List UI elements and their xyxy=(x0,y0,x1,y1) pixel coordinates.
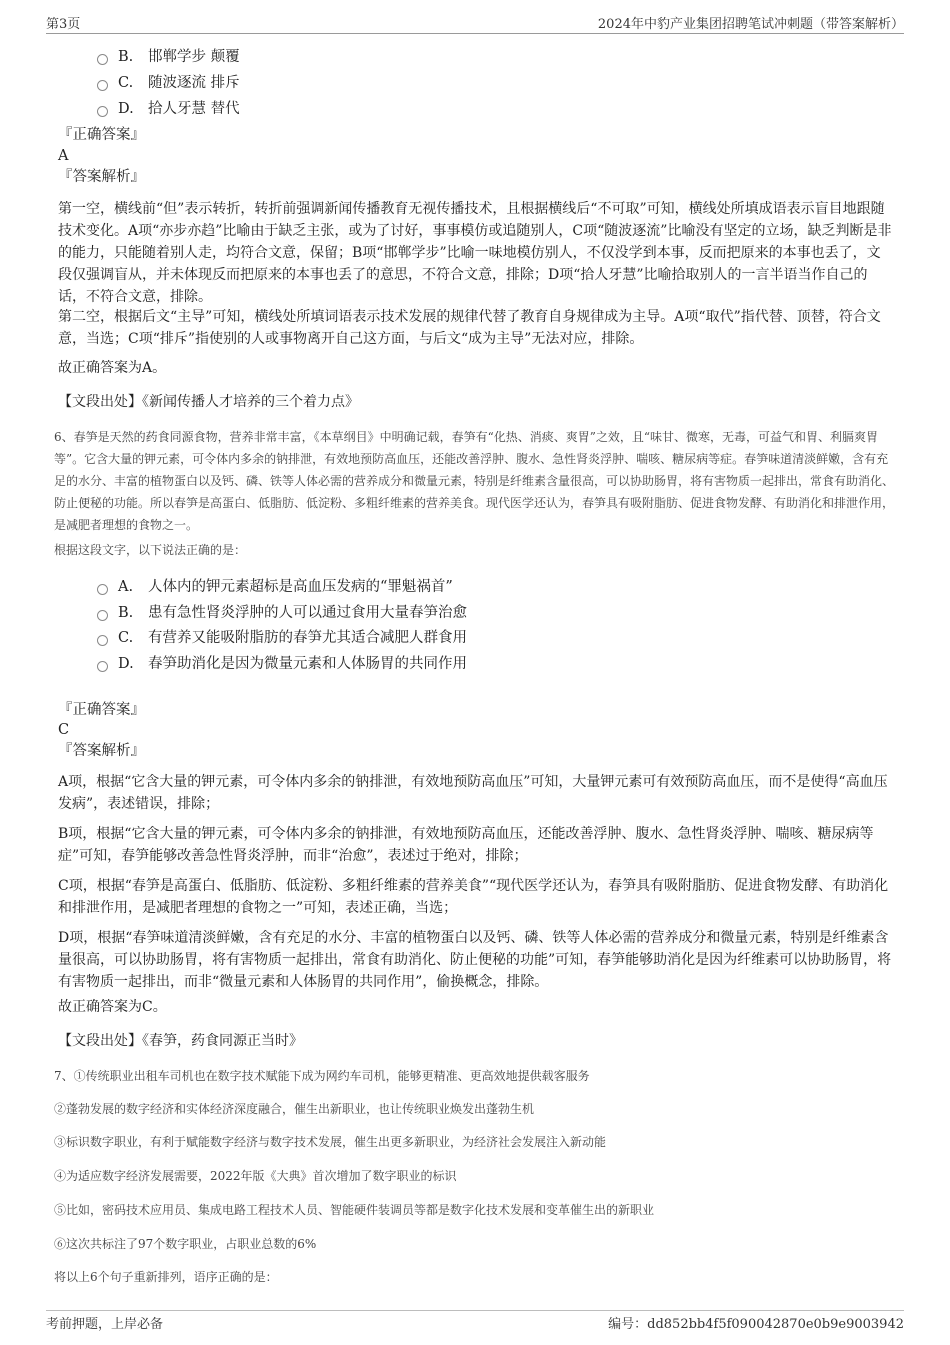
header-divider xyxy=(46,33,904,34)
analysis-b: B项，根据“它含大量的钾元素，可令体内多余的钠排泄，有效地预防高血压，还能改善浮肿、腹水、急性肾炎浮肿、喘咳、糖尿病等症”可知，春笋能够改善急性肾炎浮肿，而非“治愈”，表述过于绝对，排除； xyxy=(58,826,874,864)
footer-slogan: 考前押题，上岸必备 xyxy=(46,1317,164,1332)
option-c[interactable]: C. 随波逐流 排斥 xyxy=(97,74,240,92)
question-stem: 6、春笋是天然的药食同源食物，营养非常丰富，《本草纲目》中明确记载，春笋有“化热、消痰、爽胃”之效，且“味甘、微寒，无毒，可益气和胃、利膈爽胃等”。它含大量的钾元素，可令体内多余的钠排泄，有效地预防高血压，还能改善浮肿、腹水、急性肾炎浮肿、喘咳、糖尿病等症。春笋味道清淡鲜嫩，含有充足的水分、丰富的植物蛋白以及钙、磷、铁等人体必需的营养成分和微量元素，特别是纤维素含量很高，可以协助肠胃，将有害物质一起排出，常食有助消化、防止便秘的功能。所以春笋是高蛋白、低脂肪、低淀粉、多粗纤维素的营养美食。现代医学还认为，春笋具有吸附脂肪、促进食物发酵、有助消化和排泄作用，是减肥者理想的食物之一。 xyxy=(54,430,895,532)
option-d[interactable]: D. 拾人牙慧 替代 xyxy=(97,100,240,118)
answer-value: A xyxy=(58,148,69,164)
source: 【文段出处】《新闻传播人才培养的三个着力点》 xyxy=(58,394,359,410)
analysis-a: A项，根据“它含大量的钾元素，可令体内多余的钠排泄，有效地预防高血压”可知，大量钾元素可有效预防高血压，而不是使得“高血压发病”，表述错误，排除； xyxy=(58,774,888,812)
page-number: 第3页 xyxy=(46,17,81,32)
sentence-4: ④为适应数字经济发展需要，2022年版《大典》首次增加了数字职业的标识 xyxy=(54,1169,457,1183)
answer-label: 『正确答案』 xyxy=(58,702,145,718)
page-footer xyxy=(46,1313,904,1333)
question-prompt: 将以上6个句子重新排列，语序正确的是： xyxy=(54,1270,278,1284)
page-header xyxy=(46,13,904,33)
option-b[interactable]: B. 邯郸学步 颠覆 xyxy=(97,48,240,66)
analysis-paragraph: 第一空，横线前“但”表示转折，转折前强调新闻传播教育无视传播技术，且根据横线后“不可取”可知，横线处所填成语表示盲目地跟随技术变化。A项“亦步亦趋”比喻由于缺乏主张，或为了讨好，事事模仿或追随别人，C项“随波逐流”比喻没有坚定的立场，缺乏判断是非的能力，只能随着别人走，均符合文意，保留；B项“邯郸学步”比喻一味地模仿别人，不仅没学到本事，反而把原来的本事也丢了，文段仅强调盲从，并未体现反而把原来的本事也丢了的意思，不符合文意，排除；D项“拾人牙慧”比喻拾取别人的一言半语当作自己的话，不符合文意，排除。 xyxy=(58,201,892,305)
sentence-5: ⑤比如，密码技术应用员、集成电路工程技术人员、智能硬件装调员等都是数字化技术发展和变革催生出的新职业 xyxy=(54,1203,655,1217)
sentence-3: ③标识数字职业，有利于赋能数字经济与数字技术发展，催生出更多新职业，为经济社会发展注入新动能 xyxy=(54,1135,607,1149)
analysis-c: C项，根据“春笋是高蛋白、低脂肪、低淀粉、多粗纤维素的营养美食”“现代医学还认为，春笋具有吸附脂肪、促进食物发酵、有助消化和排泄作用，是减肥者理想的食物之一”可知，表述正确，当选； xyxy=(58,878,889,916)
conclusion: 故正确答案为C。 xyxy=(58,999,167,1015)
question-prompt: 根据这段文字，以下说法正确的是： xyxy=(54,543,247,557)
option-a[interactable]: A. 人体内的钾元素超标是高血压发病的“罪魁祸首” xyxy=(97,578,453,596)
footer-divider xyxy=(46,1310,904,1311)
radio-icon[interactable] xyxy=(97,635,108,646)
radio-icon[interactable] xyxy=(97,610,108,621)
radio-icon[interactable] xyxy=(97,54,108,65)
radio-icon[interactable] xyxy=(97,661,108,672)
analysis-label: 『答案解析』 xyxy=(58,169,145,185)
document-id: 编号：dd852bb4f5f090042870e0b9e9003942 xyxy=(608,1317,904,1332)
document-title: 2024年中豹产业集团招聘笔试冲刺题（带答案解析） xyxy=(597,17,904,32)
conclusion: 故正确答案为A。 xyxy=(58,360,167,376)
analysis-paragraph: 第二空，根据后文“主导”可知，横线处所填词语表示技术发展的规律代替了教育自身规律成为主导。A项“取代”指代替、顶替，符合文意，当选；C项“排斥”指使别的人或事物离开自己这方面，与后文“成为主导”无法对应，排除。 xyxy=(58,309,881,347)
option-d[interactable]: D. 春笋助消化是因为微量元素和人体肠胃的共同作用 xyxy=(97,655,467,673)
radio-icon[interactable] xyxy=(97,584,108,595)
radio-icon[interactable] xyxy=(97,80,108,91)
answer-label: 『正确答案』 xyxy=(58,127,145,143)
sentence-6: ⑥这次共标注了97个数字职业，占职业总数的6% xyxy=(54,1237,317,1251)
radio-icon[interactable] xyxy=(97,106,108,117)
source: 【文段出处】《春笋，药食同源正当时》 xyxy=(58,1033,303,1049)
option-b[interactable]: B. 患有急性肾炎浮肿的人可以通过食用大量春笋治愈 xyxy=(97,604,467,622)
answer-value: C xyxy=(58,722,70,738)
sentence-2: ②蓬勃发展的数字经济和实体经济深度融合，催生出新职业，也让传统职业焕发出蓬勃生机 xyxy=(54,1102,535,1116)
sentence-1: 7、①传统职业出租车司机也在数字技术赋能下成为网约车司机，能够更精准、更高效地提供载客服务 xyxy=(54,1069,590,1083)
option-c[interactable]: C. 有营养又能吸附脂肪的春笋尤其适合减肥人群食用 xyxy=(97,629,467,647)
analysis-d: D项，根据“春笋味道清淡鲜嫩，含有充足的水分、丰富的植物蛋白以及钙、磷、铁等人体必需的营养成分和微量元素，特别是纤维素含量很高，可以协助肠胃，将有害物质一起排出，常食有助消化、防止便秘的功能”可知，春笋能够助消化是因为纤维素可以协助肠胃，将有害物质一起排出，而非“微量元素和人体肠胃的共同作用”，偷换概念，排除。 xyxy=(58,930,892,990)
analysis-label: 『答案解析』 xyxy=(58,743,145,759)
